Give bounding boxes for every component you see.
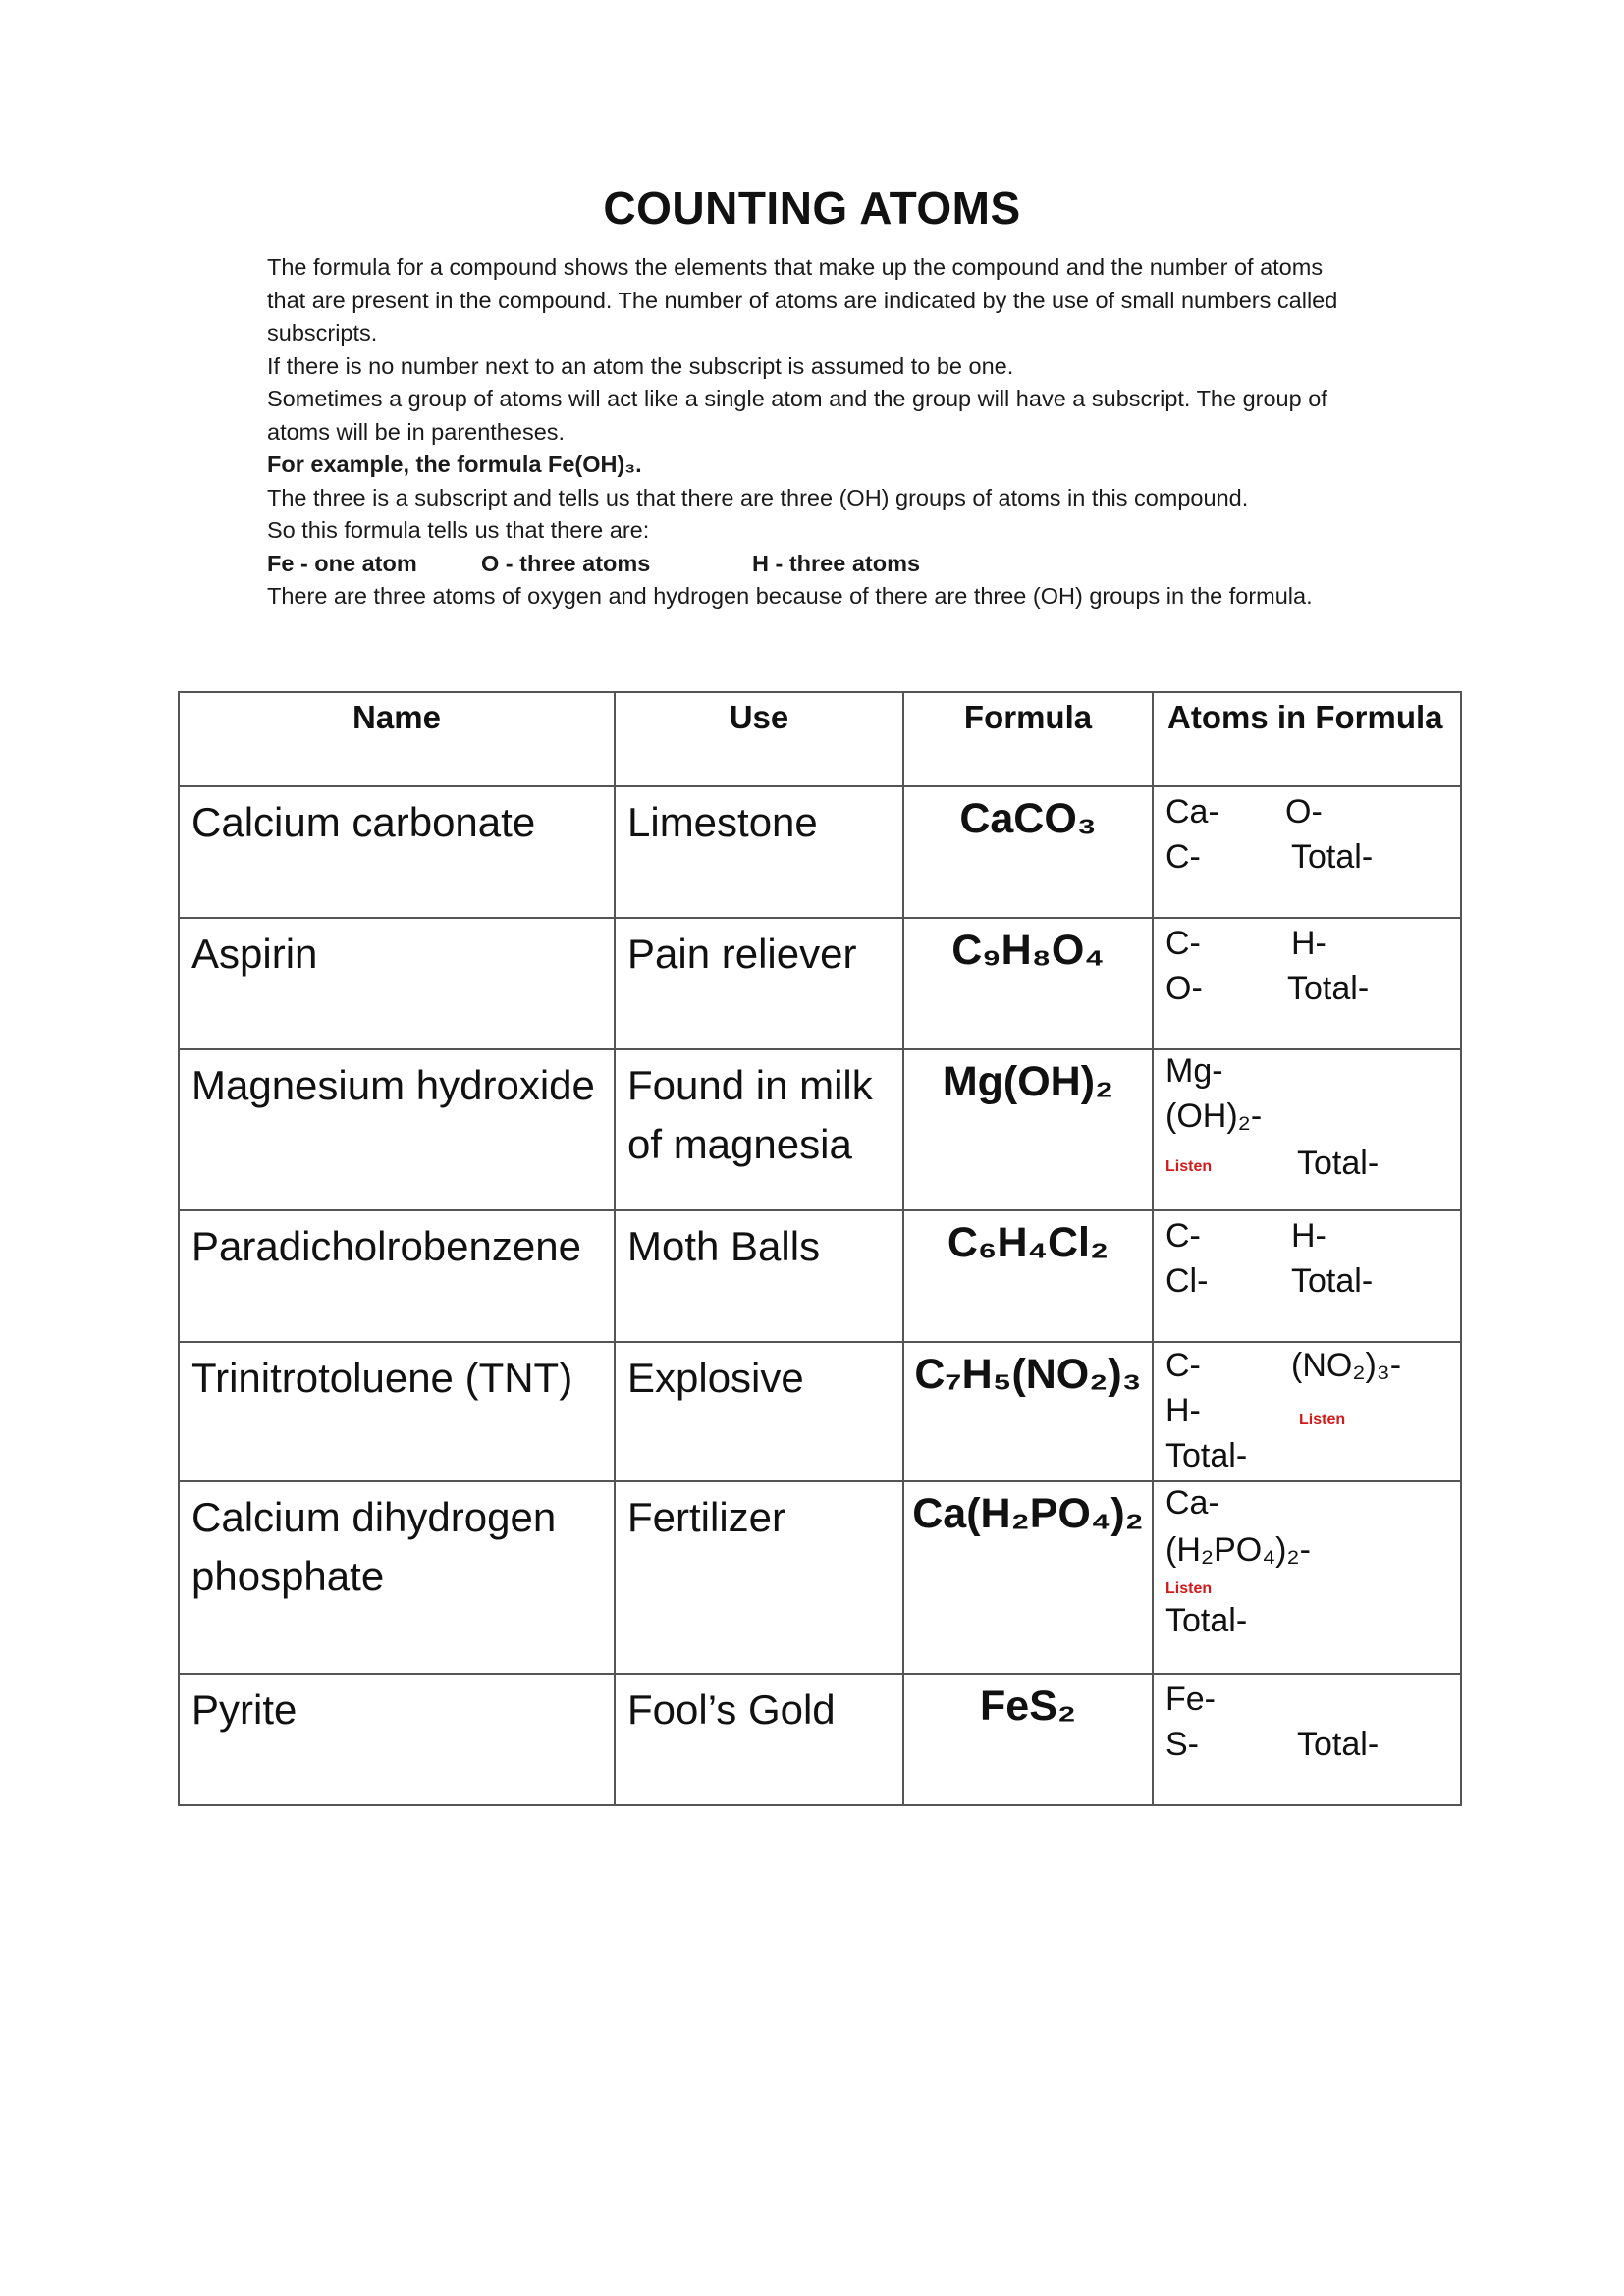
- header-use: Use: [615, 692, 903, 786]
- header-formula: Formula: [903, 692, 1153, 786]
- compound-formula: Mg(OH)₂: [903, 1049, 1153, 1210]
- example-atoms: [267, 548, 1347, 581]
- intro-paragraph: The formula for a compound shows the elements that make up the compound and the number of atoms that are present in the compound. The number of atoms are indicated by the use of small numbers called subscripts.: [267, 254, 1338, 346]
- atoms-cell[interactable]: [1153, 918, 1461, 1049]
- table-row: [179, 1210, 1461, 1342]
- atoms-cell[interactable]: [1153, 1049, 1461, 1210]
- intro-paragraph: Sometimes a group of atoms will act like a single atom and the group will have a subscript. The group of atoms will be in parentheses.: [267, 386, 1327, 445]
- atom-label: C-: [1165, 838, 1201, 876]
- atom-label: (OH)₂-: [1165, 1097, 1263, 1135]
- total-label: Total-: [1291, 1262, 1374, 1300]
- example-line: For example, the formula Fe(OH)₃.: [267, 452, 642, 477]
- compound-name: Calcium dihydrogen phosphate: [179, 1481, 615, 1674]
- compound-use: Pain reliever: [615, 918, 903, 1049]
- compound-formula: FeS₂: [903, 1674, 1153, 1805]
- compound-formula: C₉H₈O₄: [903, 918, 1153, 1049]
- compounds-table: [178, 691, 1462, 1806]
- listen-link[interactable]: Listen: [1165, 1158, 1213, 1175]
- atom-label: H-: [1165, 1392, 1201, 1429]
- table-row: [179, 1342, 1461, 1481]
- atom-label: Cl-: [1165, 1262, 1209, 1300]
- compound-use: Fertilizer: [615, 1481, 903, 1674]
- listen-link[interactable]: Listen: [1165, 1580, 1213, 1597]
- atoms-cell[interactable]: [1153, 786, 1461, 918]
- compound-name: Pyrite: [179, 1674, 615, 1805]
- table-row: [179, 1481, 1461, 1674]
- atoms-cell[interactable]: [1153, 1481, 1461, 1674]
- table-row: [179, 918, 1461, 1049]
- compound-name: Paradicholrobenzene: [179, 1210, 615, 1342]
- atom-label: O-: [1285, 793, 1323, 830]
- total-label: Total-: [1297, 1726, 1380, 1763]
- compound-formula: CaCO₃: [903, 786, 1153, 918]
- table-row: [179, 786, 1461, 918]
- atom-label: S-: [1165, 1726, 1199, 1763]
- header-atoms: Atoms in Formula: [1153, 692, 1461, 786]
- atom-label: C-: [1165, 1347, 1201, 1384]
- total-label: Total-: [1297, 1145, 1380, 1182]
- intro-paragraph: The three is a subscript and tells us that there are three (OH) groups of atoms in this compound.: [267, 484, 1249, 510]
- page-title: COUNTING ATOMS: [603, 183, 1021, 234]
- atom-label: Mg-: [1165, 1052, 1223, 1090]
- atoms-cell[interactable]: [1153, 1674, 1461, 1805]
- compound-use: Found in milk of magnesia: [615, 1049, 903, 1210]
- compound-use: Explosive: [615, 1342, 903, 1481]
- total-label: Total-: [1165, 1437, 1248, 1474]
- atom-count-fe: Fe - one atom: [267, 550, 417, 576]
- intro-paragraph: There are three atoms of oxygen and hydrogen because of there are three (OH) groups in the formula.: [267, 583, 1313, 609]
- compound-formula: Ca(H₂PO₄)₂: [903, 1481, 1153, 1674]
- atoms-cell[interactable]: [1153, 1342, 1461, 1481]
- atom-label: Ca-: [1165, 793, 1219, 830]
- atom-label: H-: [1291, 925, 1326, 962]
- atom-count-h: H - three atoms: [752, 550, 921, 576]
- atom-label: C-: [1165, 925, 1201, 962]
- intro-paragraph: If there is no number next to an atom the subscript is assumed to be one.: [267, 352, 1014, 379]
- intro-text: [267, 251, 1347, 614]
- total-label: Total-: [1165, 1602, 1248, 1639]
- listen-link[interactable]: Listen: [1299, 1412, 1346, 1428]
- intro-paragraph: So this formula tells us that there are:: [267, 517, 650, 543]
- compound-formula: C₆H₄Cl₂: [903, 1210, 1153, 1342]
- table-row: [179, 1674, 1461, 1805]
- compound-use: Fool’s Gold: [615, 1674, 903, 1805]
- atom-label: Ca-: [1165, 1484, 1219, 1522]
- atom-count-o: O - three atoms: [481, 550, 651, 576]
- atom-label: (NO₂)₃-: [1291, 1347, 1402, 1384]
- total-label: Total-: [1291, 838, 1374, 876]
- compound-name: Magnesium hydroxide: [179, 1049, 615, 1210]
- table-row: [179, 1049, 1461, 1210]
- compound-formula: C₇H₅(NO₂)₃: [903, 1342, 1153, 1481]
- atom-label: Fe-: [1165, 1681, 1216, 1718]
- atom-label: H-: [1291, 1217, 1326, 1255]
- compound-name: Trinitrotoluene (TNT): [179, 1342, 615, 1481]
- compound-name: Calcium carbonate: [179, 786, 615, 918]
- atom-label: (H₂PO₄)₂-: [1165, 1531, 1311, 1569]
- table-header-row: [179, 692, 1461, 786]
- atoms-cell[interactable]: [1153, 1210, 1461, 1342]
- compound-name: Aspirin: [179, 918, 615, 1049]
- atom-label: O-: [1165, 970, 1203, 1007]
- atom-label: C-: [1165, 1217, 1201, 1255]
- compound-use: Limestone: [615, 786, 903, 918]
- total-label: Total-: [1287, 970, 1370, 1007]
- compound-use: Moth Balls: [615, 1210, 903, 1342]
- header-name: Name: [179, 692, 615, 786]
